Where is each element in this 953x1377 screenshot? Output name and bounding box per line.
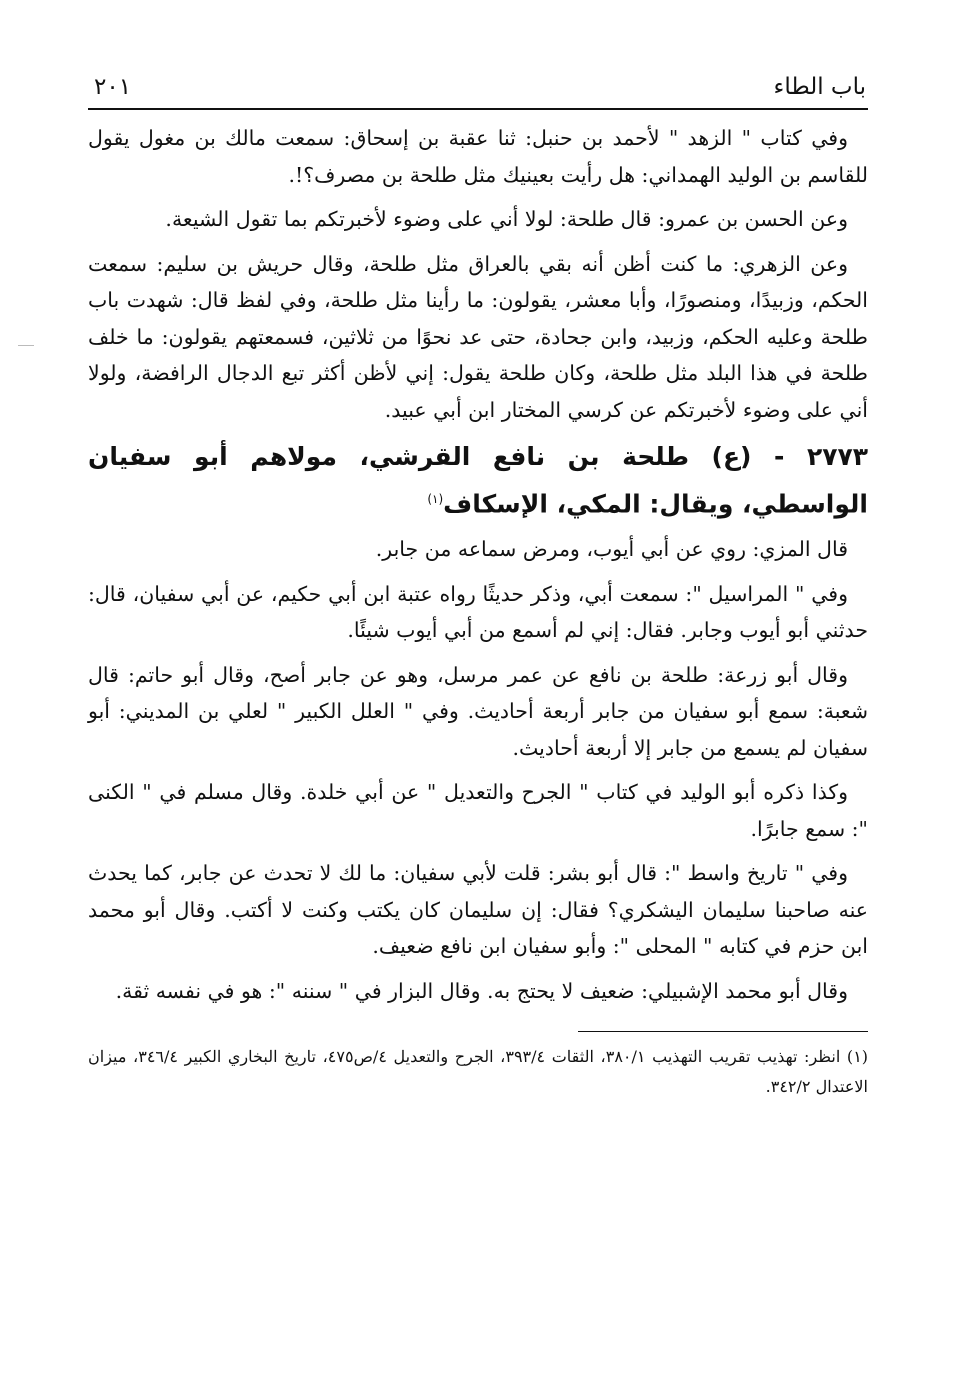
entry-heading-text: ٢٧٧٣ - (ع) طلحة بن نافع القرشي، مولاهم أبو سفيان الواسطي، ويقال: المكي، الإسكاف [88, 442, 868, 519]
footnote-divider [578, 1031, 868, 1032]
running-header [88, 64, 868, 110]
entry-heading [88, 436, 868, 525]
paragraph-abu-walid: وكذا ذكره أبو الوليد في كتاب " الجرح والتعديل " عن أبي خلدة. وقال مسلم في " الكنى ": سمع جابرًا. [88, 780, 868, 841]
paragraph-ishbili: وقال أبو محمد الإشبيلي: ضعيف لا يحتج به. وقال البزار في " سننه ": هو في نفسه ثقة. [115, 978, 848, 1003]
paragraph-marasil: وفي " المراسيل ": سمعت أبي، وذكر حديثًا رواه عتبة ابن أبي حكيم، عن أبي سفيان، قال: حدثني أبو أيوب وجابر. فقال: إني لم أسمع من أبي أيوب شيئًا. [88, 581, 868, 643]
book-page [88, 64, 868, 1102]
footnote-ref: (١) [427, 492, 444, 506]
paragraph-tarikh-wasit: وفي " تاريخ واسط ": قال أبو بشر: قلت لأبي سفيان: ما لك لا تحدث عن جابر، كما يحدث عنه صاحبنا سليمان اليشكري؟ فقال: إن سليمان كان يكتب وكنت لا أكتب. وقال أبو محمد ابن حزم في كتابه " المحلى ": وأبو سفيان ابن نافع ضعيف. [88, 861, 868, 959]
margin-mark [18, 345, 34, 346]
paragraph-zuhri: وعن الزهري: ما كنت أظن أنه بقي بالعراق مثل طلحة، وقال حريش بن سليم: سمعت الحكم، وزبيدًا، ومنصورًا، وأبا معشر، يقولون: ما رأينا مثل طلحة، وفي لفظ قال: شهدت باب طلحة وعليه الحكم، وزبيد، وابن جحادة، حتى عد نحوًا من ثلاثين، فسمعتهم يقولون: ما خلف طلحة في هذا البلد مثل طلحة، وكان طلحة يقول: إني لأظن أكثر تبع الدجال الرافضة، ولولا أني على وضوء لأخبرتكم عن كرسي المختار ابن أبي عبيد. [88, 251, 868, 422]
footnote: (١) انظر: تهذيب تقريب التهذيب ٣٨٠/١، الثقات ٣٩٣/٤، الجرح والتعديل ٤/ص٤٧٥، تاريخ البخاري الكبير ٣٤٦/٤، ميزان الاعتدال ٣٤٢/٢. [88, 1047, 869, 1097]
paragraph-mizzi: قال المزي: روي عن أبي أيوب، ومرض سماعه من جابر. [375, 537, 848, 562]
paragraph-hasan: وعن الحسن بن عمرو: قال طلحة: لولا أني على وضوء لأخبرتكم بما تقول الشيعة. [165, 207, 848, 231]
body-text [88, 120, 868, 1009]
paragraph-abu-zurah: وقال أبو زرعة: طلحة بن نافع عن عمر مرسل، وهو عن جابر أصح، وقال أبو حاتم: قال شعبة: سمع أبو سفيان من جابر أربعة أحاديث. وفي " العلل الكبير " لعلي بن المديني: أبو سفيان لم يسمع من جابر إلا أربعة أحاديث. [88, 662, 868, 760]
paragraph-zuhd: وفي كتاب " الزهد " لأحمد بن حنبل: ثنا عقبة بن إسحاق: سمعت مالك بن مغول يقول للقاسم بن الوليد الهمداني: هل رأيت بعينيك مثل طلحة بن مصرف؟!. [88, 126, 868, 187]
page-number: ٢٠١ [94, 74, 132, 100]
running-title: باب الطاء [773, 74, 866, 100]
